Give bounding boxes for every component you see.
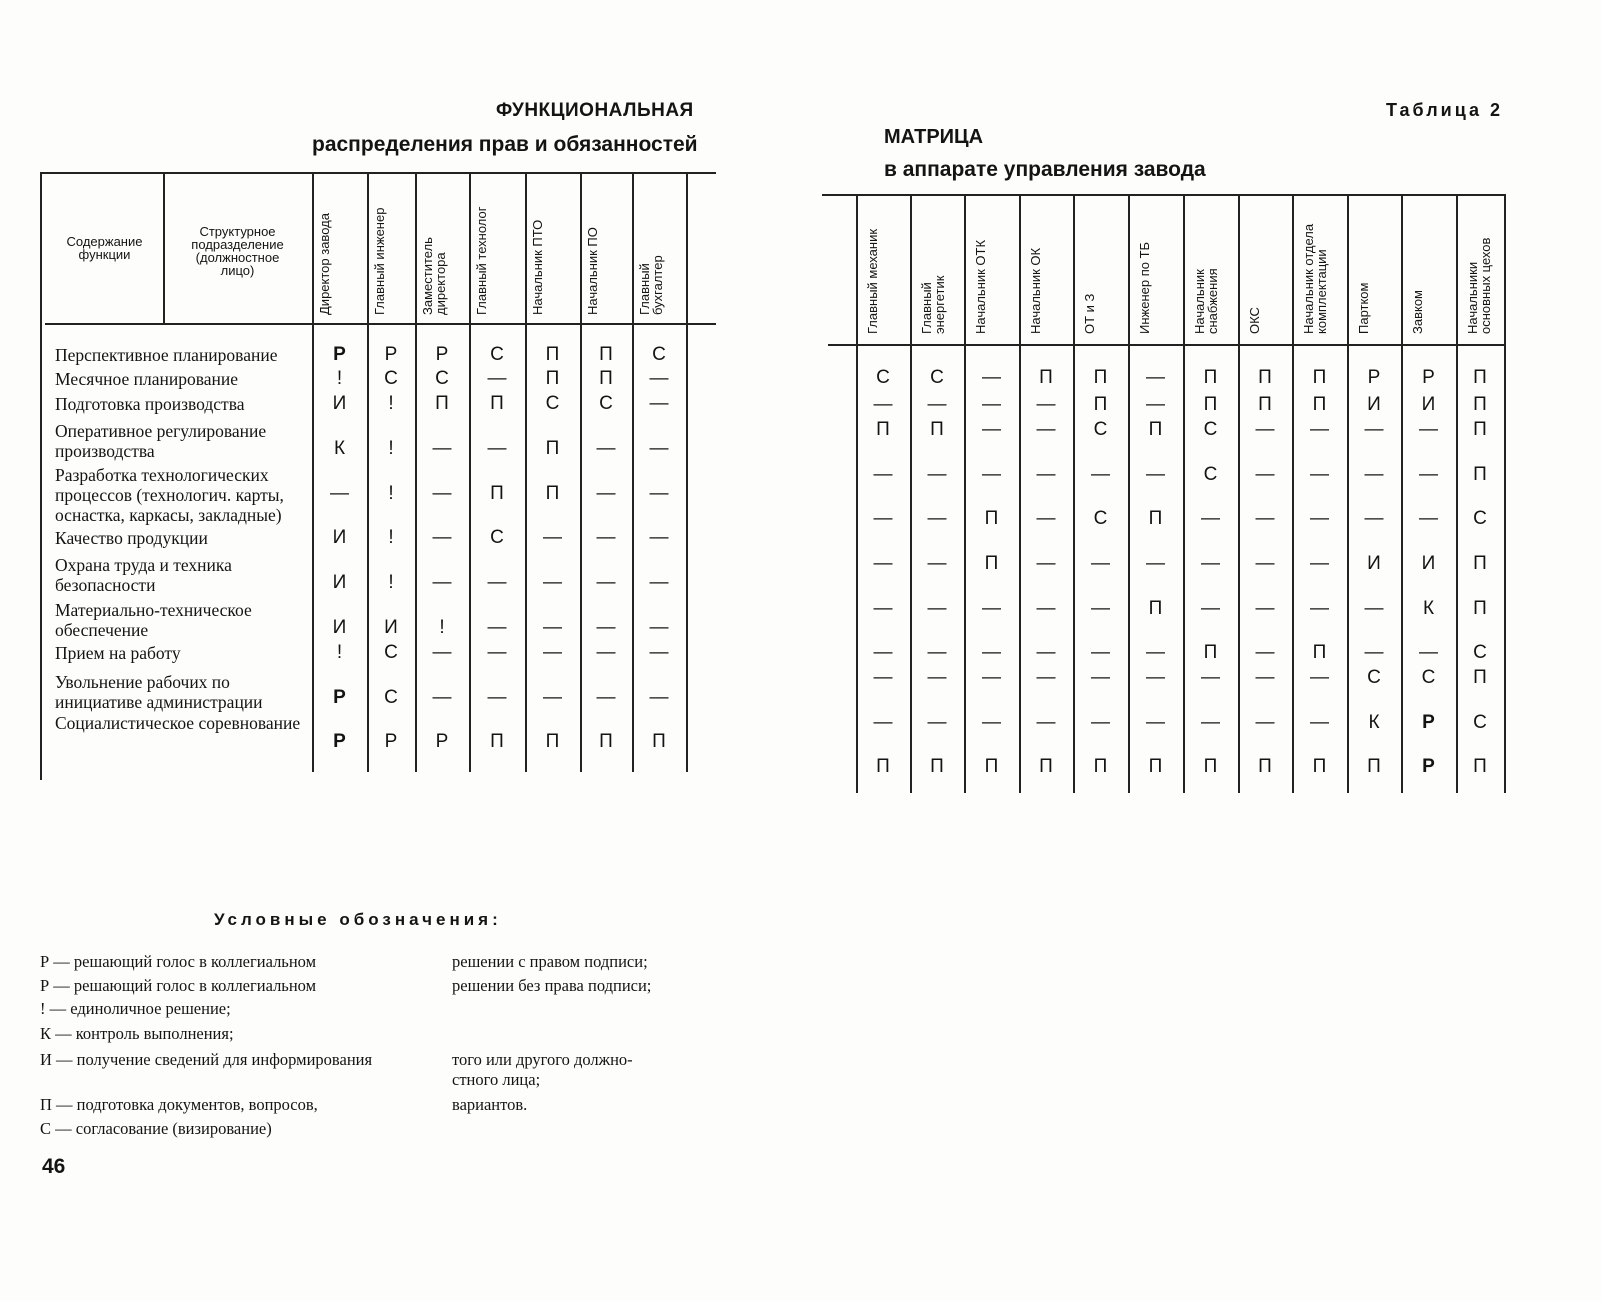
right-matrix-cell: П — [984, 553, 999, 574]
right-matrix-cell: П — [1148, 508, 1163, 529]
function-label: Социалистическое соревнование — [55, 713, 301, 733]
left-matrix-cell: Р — [384, 344, 398, 365]
left-column-header: Главный бухгалтер — [637, 255, 665, 315]
right-matrix-cell: — — [1036, 553, 1056, 574]
left-matrix-cell: — — [596, 617, 616, 638]
right-table-col-line — [1183, 194, 1185, 793]
right-matrix-cell: П — [1203, 367, 1218, 388]
legend-item: Р — решающий голос в коллегиальном — [40, 952, 317, 971]
left-matrix-cell: — — [649, 438, 669, 459]
right-matrix-cell: — — [927, 508, 947, 529]
left-matrix-cell: С — [599, 393, 613, 414]
right-matrix-cell: — — [927, 464, 947, 485]
right-column-header: Инженер по ТБ — [1137, 241, 1152, 334]
right-matrix-cell: — — [1255, 712, 1275, 733]
right-matrix-cell: — — [1091, 712, 1110, 733]
right-matrix-cell: — — [1036, 394, 1056, 415]
left-matrix-cell: П — [545, 368, 560, 389]
right-matrix-cell: — — [1255, 419, 1275, 440]
right-matrix-cell: С — [1093, 508, 1108, 529]
right-matrix-cell: П — [1203, 642, 1218, 663]
right-matrix-cell: — — [1146, 667, 1165, 688]
right-matrix-cell: — — [1364, 508, 1384, 529]
legend-title: Условные обозначения: — [214, 910, 502, 929]
left-matrix-cell: И — [332, 617, 347, 638]
right-matrix-cell: — — [1091, 642, 1110, 663]
right-matrix-cell: С — [1093, 419, 1108, 440]
right-matrix-cell: С — [876, 367, 890, 388]
right-matrix-cell: — — [1364, 464, 1384, 485]
left-matrix-cell: — — [432, 527, 452, 548]
left-table-left-border — [40, 172, 42, 780]
right-matrix-cell: — — [873, 464, 893, 485]
right-matrix-cell: К — [1368, 712, 1380, 733]
left-matrix-cell: П — [599, 731, 613, 752]
right-table-top-rule — [822, 194, 1506, 196]
right-matrix-cell: — — [1310, 419, 1329, 440]
right-matrix-cell: — — [927, 667, 947, 688]
left-matrix-cell: — — [330, 483, 349, 504]
right-matrix-cell: П — [1473, 756, 1487, 777]
right-column-header: Начальник ОК — [1028, 247, 1043, 334]
right-matrix-cell: П — [1473, 419, 1487, 440]
right-matrix-cell: — — [927, 642, 947, 663]
right-matrix-cell: — — [1146, 553, 1165, 574]
right-matrix-cell: П — [1258, 394, 1272, 415]
right-matrix-cell: — — [982, 667, 1001, 688]
right-matrix-cell: П — [1312, 756, 1327, 777]
right-matrix-cell: — — [982, 464, 1001, 485]
right-matrix-cell: П — [1258, 367, 1272, 388]
left-matrix-cell: ! — [388, 438, 394, 459]
function-label: Прием на работу — [55, 643, 181, 663]
right-column-header: Начальники основных цехов — [1465, 237, 1493, 334]
left-matrix-cell: И — [332, 572, 347, 593]
left-matrix-cell: — — [487, 572, 507, 593]
right-matrix-cell: С — [1473, 642, 1487, 663]
legend-item-continuation: вариантов. — [452, 1095, 528, 1114]
right-matrix-cell: П — [1367, 756, 1381, 777]
right-matrix-cell: — — [1255, 598, 1275, 619]
right-matrix-cell: С — [1473, 508, 1487, 529]
right-matrix-cell: — — [1201, 508, 1220, 529]
left-table-col-line — [415, 172, 417, 772]
left-column-header: Начальник ПО — [585, 227, 600, 315]
right-matrix-cell: С — [1367, 667, 1381, 688]
left-matrix-cell: — — [487, 642, 507, 663]
left-matrix-cell: — — [596, 527, 616, 548]
right-matrix-cell: — — [1255, 667, 1275, 688]
right-matrix-cell: П — [1312, 394, 1327, 415]
left-matrix-cell: Р — [333, 687, 346, 708]
right-matrix-cell: — — [982, 642, 1001, 663]
right-column-header: Партком — [1356, 282, 1371, 334]
left-matrix-cell: — — [432, 438, 452, 459]
left-matrix-cell: Р — [384, 731, 398, 752]
left-matrix-cell: С — [490, 344, 504, 365]
right-matrix-cell: П — [930, 756, 944, 777]
right-matrix-cell: П — [930, 419, 944, 440]
right-matrix-cell: — — [1036, 642, 1056, 663]
right-matrix-cell: — — [1146, 394, 1165, 415]
right-matrix-cell: П — [1093, 367, 1108, 388]
left-matrix-cell: П — [545, 483, 560, 504]
function-label: Качество продукции — [55, 528, 208, 548]
right-matrix-cell: С — [1421, 667, 1436, 688]
right-matrix-cell: П — [876, 756, 890, 777]
title-apparatus: в аппарате управления завода — [884, 158, 1206, 181]
right-matrix-cell: — — [982, 367, 1001, 388]
right-matrix-cell: Р — [1422, 367, 1435, 388]
legend-item: К — контроль выполнения; — [40, 1024, 234, 1043]
right-matrix-cell: П — [1148, 598, 1163, 619]
right-matrix-cell: — — [927, 394, 947, 415]
right-matrix-cell: П — [1093, 756, 1108, 777]
title-matrix: МАТРИЦА — [884, 126, 984, 148]
left-table-col-line — [469, 172, 471, 772]
left-matrix-cell: — — [649, 617, 669, 638]
right-table-header-rule — [828, 344, 1506, 346]
right-matrix-cell: — — [873, 553, 893, 574]
header-function-content: Содержание функции — [66, 234, 143, 262]
function-label: Оперативное регулирование производства — [55, 421, 267, 461]
right-matrix-cell: — — [1146, 367, 1165, 388]
left-matrix-cell: ! — [336, 368, 343, 389]
right-matrix-cell: П — [1473, 394, 1487, 415]
right-matrix-cell: П — [1473, 667, 1487, 688]
left-matrix-cell: С — [384, 687, 398, 708]
left-matrix-cell: — — [432, 483, 452, 504]
left-matrix-cell: И — [384, 617, 398, 638]
left-matrix-cell: — — [543, 687, 562, 708]
left-column-header: Главный инженер — [372, 207, 387, 315]
left-matrix-cell: — — [596, 642, 616, 663]
right-matrix-cell: П — [1473, 464, 1487, 485]
left-matrix-cell: — — [649, 368, 669, 389]
right-matrix-cell: — — [927, 598, 947, 619]
right-matrix-cell: — — [873, 712, 893, 733]
left-matrix-cell: — — [596, 438, 616, 459]
left-table-header-rule — [45, 323, 716, 325]
right-table-col-line — [1019, 194, 1021, 793]
left-column-header: Директор завода — [317, 213, 332, 315]
right-column-header: Начальник ОТК — [973, 239, 988, 334]
left-matrix-cell: ! — [439, 617, 445, 638]
right-matrix-cell: — — [1255, 464, 1275, 485]
legend-item-continuation: решении с правом подписи; — [452, 952, 648, 971]
function-label: Увольнение рабочих по инициативе администрации — [55, 672, 263, 712]
right-matrix-cell: — — [982, 712, 1001, 733]
right-table-col-line — [910, 194, 912, 793]
left-matrix-cell: П — [490, 731, 504, 752]
left-matrix-cell: — — [543, 642, 562, 663]
left-matrix-cell: ! — [388, 393, 394, 414]
right-matrix-cell: Р — [1422, 756, 1435, 777]
left-matrix-cell: — — [487, 687, 507, 708]
right-matrix-cell: П — [1093, 394, 1108, 415]
left-matrix-cell: И — [332, 393, 347, 414]
right-matrix-cell: П — [1312, 367, 1327, 388]
right-matrix-cell: — — [1310, 464, 1329, 485]
right-column-header: ОТ и З — [1082, 293, 1097, 334]
left-matrix-cell: — — [649, 642, 669, 663]
right-matrix-cell: — — [927, 553, 947, 574]
right-matrix-cell: — — [1091, 598, 1110, 619]
left-matrix-cell: С — [384, 642, 398, 663]
right-matrix-cell: С — [1203, 464, 1218, 485]
left-table-col-line — [686, 172, 688, 772]
left-column-header: Начальник ПТО — [530, 219, 545, 315]
left-matrix-cell: ! — [388, 572, 394, 593]
left-matrix-cell: П — [490, 483, 504, 504]
right-column-header: ОКС — [1247, 307, 1262, 334]
right-matrix-cell: И — [1367, 553, 1381, 574]
right-matrix-cell: — — [873, 667, 893, 688]
right-matrix-cell: П — [1039, 367, 1053, 388]
right-matrix-cell: — — [1419, 508, 1438, 529]
right-matrix-cell: — — [1364, 598, 1384, 619]
right-matrix-cell: — — [1419, 642, 1438, 663]
right-matrix-cell: П — [1473, 598, 1487, 619]
left-matrix-cell: П — [652, 731, 666, 752]
legend-item-continuation: решении без права подписи; — [452, 976, 652, 995]
function-label: Перспективное планирование — [55, 345, 278, 365]
right-table-col-line — [964, 194, 966, 793]
right-matrix-cell: — — [1201, 553, 1220, 574]
left-matrix-cell: К — [333, 438, 346, 459]
legend-item: Р — решающий голос в коллегиальном — [40, 976, 317, 995]
legend-item-continuation: того или другого должно- — [452, 1050, 633, 1069]
right-matrix-cell: — — [1364, 642, 1384, 663]
function-label: Подготовка производства — [55, 394, 245, 414]
right-matrix-cell: — — [1091, 464, 1110, 485]
right-column-header: Завком — [1410, 290, 1425, 334]
right-matrix-cell: П — [1203, 394, 1218, 415]
left-matrix-cell: — — [487, 438, 507, 459]
left-matrix-cell: П — [599, 344, 613, 365]
left-matrix-cell: — — [596, 572, 616, 593]
left-matrix-cell: — — [432, 572, 452, 593]
legend-item-continuation: стного лица; — [452, 1070, 541, 1089]
title-functional: ФУНКЦИОНАЛЬНАЯ — [496, 100, 694, 121]
right-matrix-cell: — — [1036, 508, 1056, 529]
legend-item: И — получение сведений для информирования — [40, 1050, 373, 1069]
left-matrix-cell: П — [599, 368, 613, 389]
right-matrix-cell: С — [1203, 419, 1218, 440]
right-matrix-cell: — — [873, 598, 893, 619]
left-matrix-cell: П — [545, 344, 560, 365]
left-matrix-cell: — — [432, 642, 452, 663]
left-matrix-cell: Р — [435, 731, 449, 752]
left-matrix-cell: И — [332, 527, 347, 548]
right-table-col-line — [1073, 194, 1075, 793]
right-column-header: Начальник снабжения — [1192, 268, 1220, 334]
right-matrix-cell: — — [1201, 598, 1220, 619]
right-matrix-cell: — — [1146, 464, 1165, 485]
right-matrix-cell: — — [982, 419, 1001, 440]
right-matrix-cell: — — [1310, 553, 1329, 574]
left-matrix-cell: П — [490, 393, 504, 414]
left-matrix-cell: ! — [336, 642, 343, 663]
left-matrix-cell: — — [487, 368, 507, 389]
right-matrix-cell: — — [1091, 667, 1110, 688]
right-matrix-cell: — — [1419, 419, 1438, 440]
left-matrix-cell: — — [543, 617, 562, 638]
right-table-col-line — [1128, 194, 1130, 793]
legend-item: С — согласование (визирование) — [40, 1119, 272, 1138]
left-matrix-cell: П — [435, 393, 449, 414]
right-matrix-cell: П — [1258, 756, 1272, 777]
left-matrix-cell: — — [649, 527, 669, 548]
left-table-col-line — [632, 172, 634, 772]
right-matrix-cell: — — [1310, 598, 1329, 619]
right-matrix-cell: — — [873, 394, 893, 415]
right-matrix-cell: П — [1473, 367, 1487, 388]
left-matrix-cell: — — [649, 483, 669, 504]
left-matrix-cell: П — [545, 731, 560, 752]
right-matrix-cell: — — [982, 394, 1001, 415]
left-matrix-cell: ! — [388, 527, 394, 548]
right-table-col-line — [1238, 194, 1240, 793]
right-matrix-cell: С — [1473, 712, 1487, 733]
right-matrix-cell: — — [1419, 464, 1438, 485]
left-table-col-line — [525, 172, 527, 772]
left-matrix-cell: — — [543, 572, 562, 593]
right-table-col-line — [1456, 194, 1458, 793]
left-matrix-cell: — — [649, 687, 669, 708]
left-matrix-cell: С — [384, 368, 398, 389]
right-matrix-cell: — — [1201, 712, 1220, 733]
function-label: Месячное планирование — [55, 369, 239, 389]
function-label: Охрана труда и техника безопасности — [55, 555, 232, 595]
right-matrix-cell: П — [1312, 642, 1327, 663]
right-matrix-cell: И — [1367, 394, 1381, 415]
right-matrix-cell: С — [930, 367, 944, 388]
right-matrix-cell: П — [1148, 756, 1163, 777]
right-matrix-cell: — — [1091, 553, 1110, 574]
right-matrix-cell: — — [1255, 508, 1275, 529]
left-matrix-cell: — — [543, 527, 562, 548]
left-matrix-cell: Р — [333, 344, 346, 365]
right-table-col-line — [1292, 194, 1294, 793]
right-column-header: Начальник отдела комплектации — [1301, 223, 1329, 334]
right-matrix-cell: Р — [1367, 367, 1381, 388]
right-matrix-cell: П — [1039, 756, 1053, 777]
right-matrix-cell: — — [873, 642, 893, 663]
left-column-header: Заместитель директора — [420, 237, 448, 315]
right-matrix-cell: — — [927, 712, 947, 733]
right-matrix-cell: — — [1036, 419, 1056, 440]
right-matrix-cell: — — [1146, 642, 1165, 663]
right-matrix-cell: И — [1421, 553, 1436, 574]
left-table-col-line — [580, 172, 582, 772]
right-matrix-cell: П — [876, 419, 890, 440]
left-matrix-cell: — — [487, 617, 507, 638]
right-matrix-cell: — — [873, 508, 893, 529]
page-number: 46 — [42, 1155, 66, 1178]
left-matrix-cell: — — [649, 572, 669, 593]
legend-item: ! — единоличное решение; — [40, 999, 231, 1018]
right-matrix-cell: — — [1036, 667, 1056, 688]
left-matrix-cell: С — [545, 393, 560, 414]
right-matrix-cell: — — [1036, 464, 1056, 485]
left-matrix-cell: — — [649, 393, 669, 414]
left-matrix-cell: Р — [435, 344, 449, 365]
function-label: Материально-техническое обеспечение — [55, 600, 252, 640]
right-matrix-cell: — — [1255, 553, 1275, 574]
right-matrix-cell: П — [984, 756, 999, 777]
right-matrix-cell: — — [1201, 667, 1220, 688]
right-table-col-line — [1504, 194, 1506, 793]
right-matrix-cell: П — [984, 508, 999, 529]
right-matrix-cell: — — [1255, 642, 1275, 663]
right-table-col-line — [1401, 194, 1403, 793]
left-matrix-cell: П — [545, 438, 560, 459]
right-matrix-cell: — — [1310, 667, 1329, 688]
right-matrix-cell: — — [1146, 712, 1165, 733]
right-matrix-cell: — — [1036, 598, 1056, 619]
right-matrix-cell: — — [1036, 712, 1056, 733]
left-matrix-cell: — — [432, 687, 452, 708]
right-matrix-cell: П — [1473, 553, 1487, 574]
right-matrix-cell: — — [1310, 508, 1329, 529]
function-label: Разработка технологических процессов (технологич. карты, оснастка, каркасы, закладные) — [55, 465, 284, 525]
left-matrix-cell: — — [596, 483, 616, 504]
right-table-col-line — [1347, 194, 1349, 793]
left-matrix-cell: С — [652, 344, 666, 365]
left-matrix-cell: — — [596, 687, 616, 708]
title-distribution: распределения прав и обязанностей — [312, 133, 698, 156]
right-table-col-line — [856, 194, 858, 793]
left-column-header: Главный технолог — [474, 206, 489, 315]
right-matrix-cell: П — [1148, 419, 1163, 440]
left-matrix-cell: С — [435, 368, 449, 389]
header-structural-unit: Структурное подразделение (должностное лицо) — [191, 224, 284, 278]
right-matrix-cell: — — [982, 598, 1001, 619]
right-matrix-cell: И — [1421, 394, 1436, 415]
left-matrix-cell: С — [490, 527, 504, 548]
left-table-top-rule — [40, 172, 716, 174]
table-number-label: Таблица 2 — [1386, 100, 1504, 120]
right-matrix-cell: — — [1310, 712, 1329, 733]
right-column-header: Главный механик — [865, 228, 880, 334]
left-matrix-cell: ! — [388, 483, 394, 504]
left-table-col-line — [367, 172, 369, 772]
right-matrix-cell: П — [1203, 756, 1218, 777]
legend-item: П — подготовка документов, вопросов, — [40, 1095, 318, 1114]
left-matrix-cell: Р — [333, 731, 346, 752]
right-matrix-cell: К — [1422, 598, 1435, 619]
right-matrix-cell: Р — [1422, 712, 1435, 733]
right-matrix-cell: — — [1364, 419, 1384, 440]
right-column-header: Главный энергетик — [919, 275, 947, 334]
